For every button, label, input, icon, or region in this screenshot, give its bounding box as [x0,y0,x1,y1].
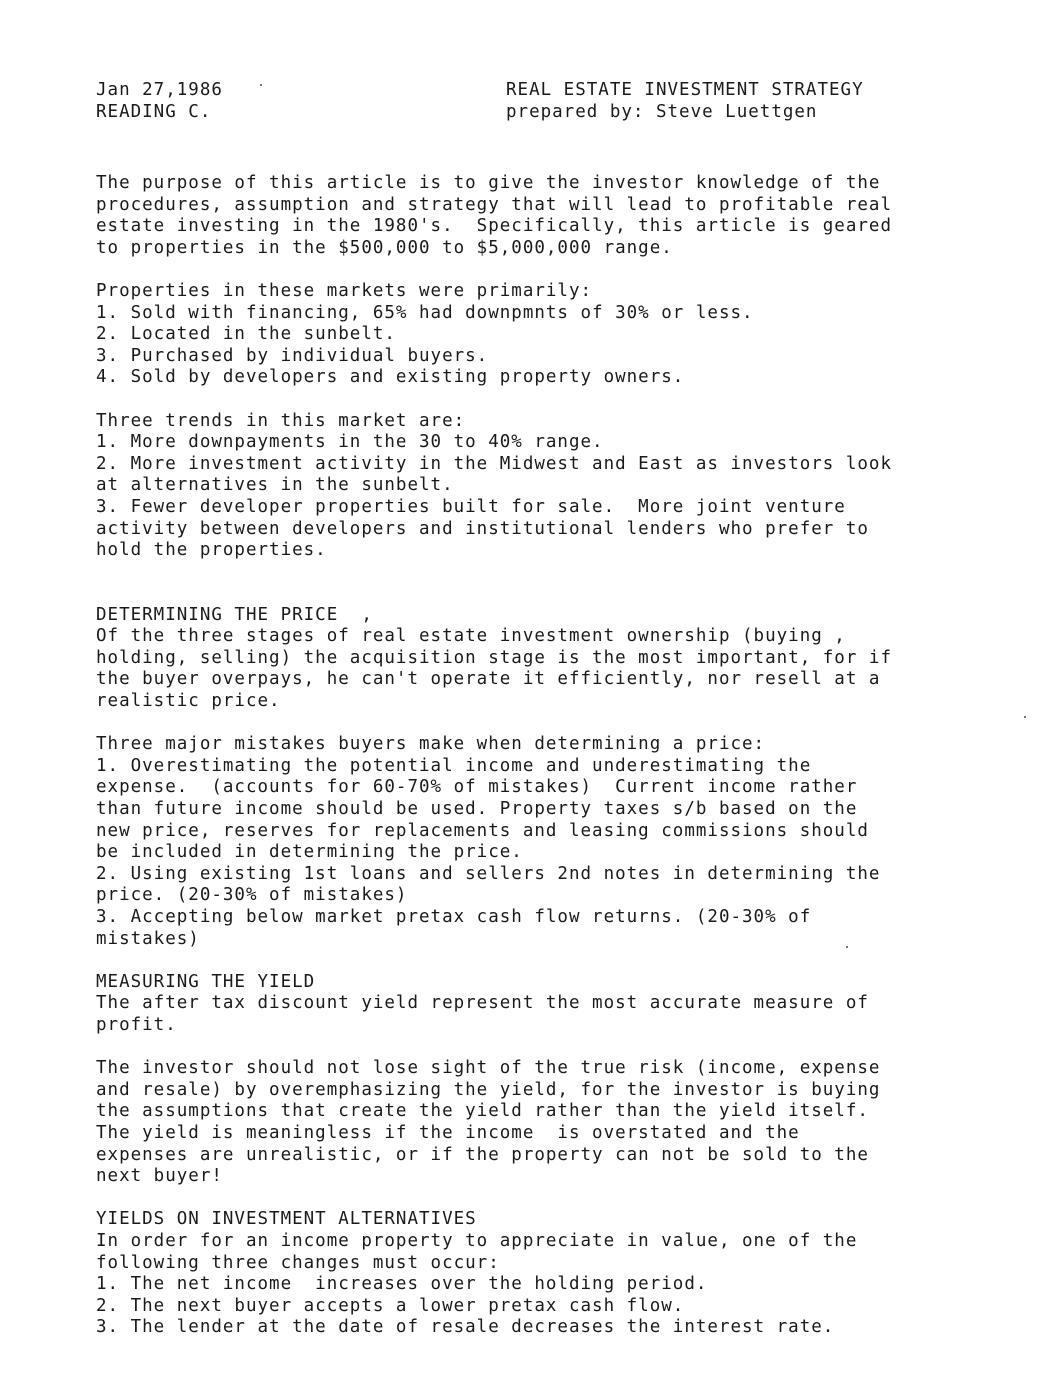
list-item: 2. More investment activity in the Midwest and East as investors look [96,453,892,474]
document-page [96,80,1016,1339]
scan-speck [1024,716,1026,718]
list-item: 1. More downpayments in the 30 to 40% range. [96,432,604,453]
list-item: expense. (accounts for 60-70% of mistakes) Current income rather [96,777,858,798]
list-item: 2. Using existing 1st loans and sellers 2nd notes in determining the [96,863,881,884]
header-left [96,80,223,123]
section-heading: MEASURING THE YIELD [96,971,316,992]
list-item: 3. Fewer developer properties built for sale. More joint venture [96,496,846,517]
list-item: 3. The lender at the date of resale decreases the interest rate. [96,1317,835,1338]
list-item: mistakes) [96,928,200,949]
text-line: the assumptions that create the yield rather than the yield itself. [96,1101,869,1122]
author-line: prepared by: Steve Luettgen [506,101,818,122]
scan-speck [260,84,262,86]
list-item: 2. Located in the sunbelt. [96,324,396,345]
measuring-yield-section [96,972,1016,1037]
text-line: holding, selling) the acquisition stage is the most important, for if [96,647,892,668]
determining-price-section [96,605,1016,713]
document-date: Jan 27,1986 [96,80,223,100]
list-item: 4. Sold by developers and existing property owners. [96,367,685,388]
text-line: the buyer overpays, he can't operate it efficiently, nor resell at a [96,669,881,690]
text-line: The investor should not lose sight of the true risk (income, expense [96,1058,881,1079]
list-item: be included in determining the price. [96,842,523,863]
header-right [506,80,864,123]
section-heading: YIELDS ON INVESTMENT ALTERNATIVES [96,1209,477,1230]
text-line: The yield is meaningless if the income is overstated and the [96,1122,800,1143]
list-item: hold the properties. [96,540,327,561]
scan-speck [846,946,848,948]
text-line: The after tax discount yield represent the most accurate measure of [96,993,869,1014]
list-item: activity between developers and institutional lenders who prefer to [96,518,869,539]
text-line: following three changes must occur: [96,1252,500,1273]
list-item: 3. Purchased by individual buyers. [96,345,489,366]
list-item: price. (20-30% of mistakes) [96,885,408,906]
intro-paragraph [96,173,1016,259]
text-line: Properties in these markets were primarily: [96,280,593,301]
reading-label: READING C. [96,101,212,122]
section-heading: DETERMINING THE PRICE , [96,604,373,625]
properties-list [96,281,1016,389]
text-line: The purpose of this article is to give the investor knowledge of the [96,173,881,193]
text-line: realistic price. [96,691,281,712]
mistakes-list [96,734,1016,950]
trends-list [96,411,1016,562]
text-line: Three major mistakes buyers make when determining a price: [96,734,766,755]
list-item: 2. The next buyer accepts a lower pretax cash flow. [96,1295,685,1316]
yields-alternatives-section [96,1209,1016,1339]
list-item: than future income should be used. Property taxes s/b based on the [96,799,858,820]
list-item: 1. The net income increases over the holding period. [96,1274,708,1295]
list-item: at alternatives in the sunbelt. [96,475,454,496]
text-line: to properties in the $500,000 to $5,000,000 range. [96,237,673,258]
text-line: expenses are unrealistic, or if the property can not be sold to the [96,1144,869,1165]
text-line: estate investing in the 1980's. Specifically, this article is geared [96,216,892,237]
list-item: 1. Sold with financing, 65% had downpmnts of 30% or less. [96,302,754,323]
list-item: new price, reserves for replacements and leasing commissions should [96,820,869,841]
document-title: REAL ESTATE INVESTMENT STRATEGY [506,80,864,100]
risk-paragraph [96,1058,1016,1188]
text-line: profit. [96,1014,177,1035]
text-line: next buyer! [96,1166,223,1187]
document-header [96,80,1016,130]
text-line: and resale) by overemphasizing the yield, for the investor is buying [96,1079,881,1100]
text-line: In order for an income property to appreciate in value, one of the [96,1230,858,1251]
text-line: Of the three stages of real estate investment ownership (buying , [96,626,846,647]
text-line: Three trends in this market are: [96,410,466,431]
list-item: 3. Accepting below market pretax cash flow returns. (20-30% of [96,907,812,927]
list-item: 1. Overestimating the potential income and underestimating the [96,755,812,776]
text-line: procedures, assumption and strategy that will lead to profitable real [96,194,892,215]
